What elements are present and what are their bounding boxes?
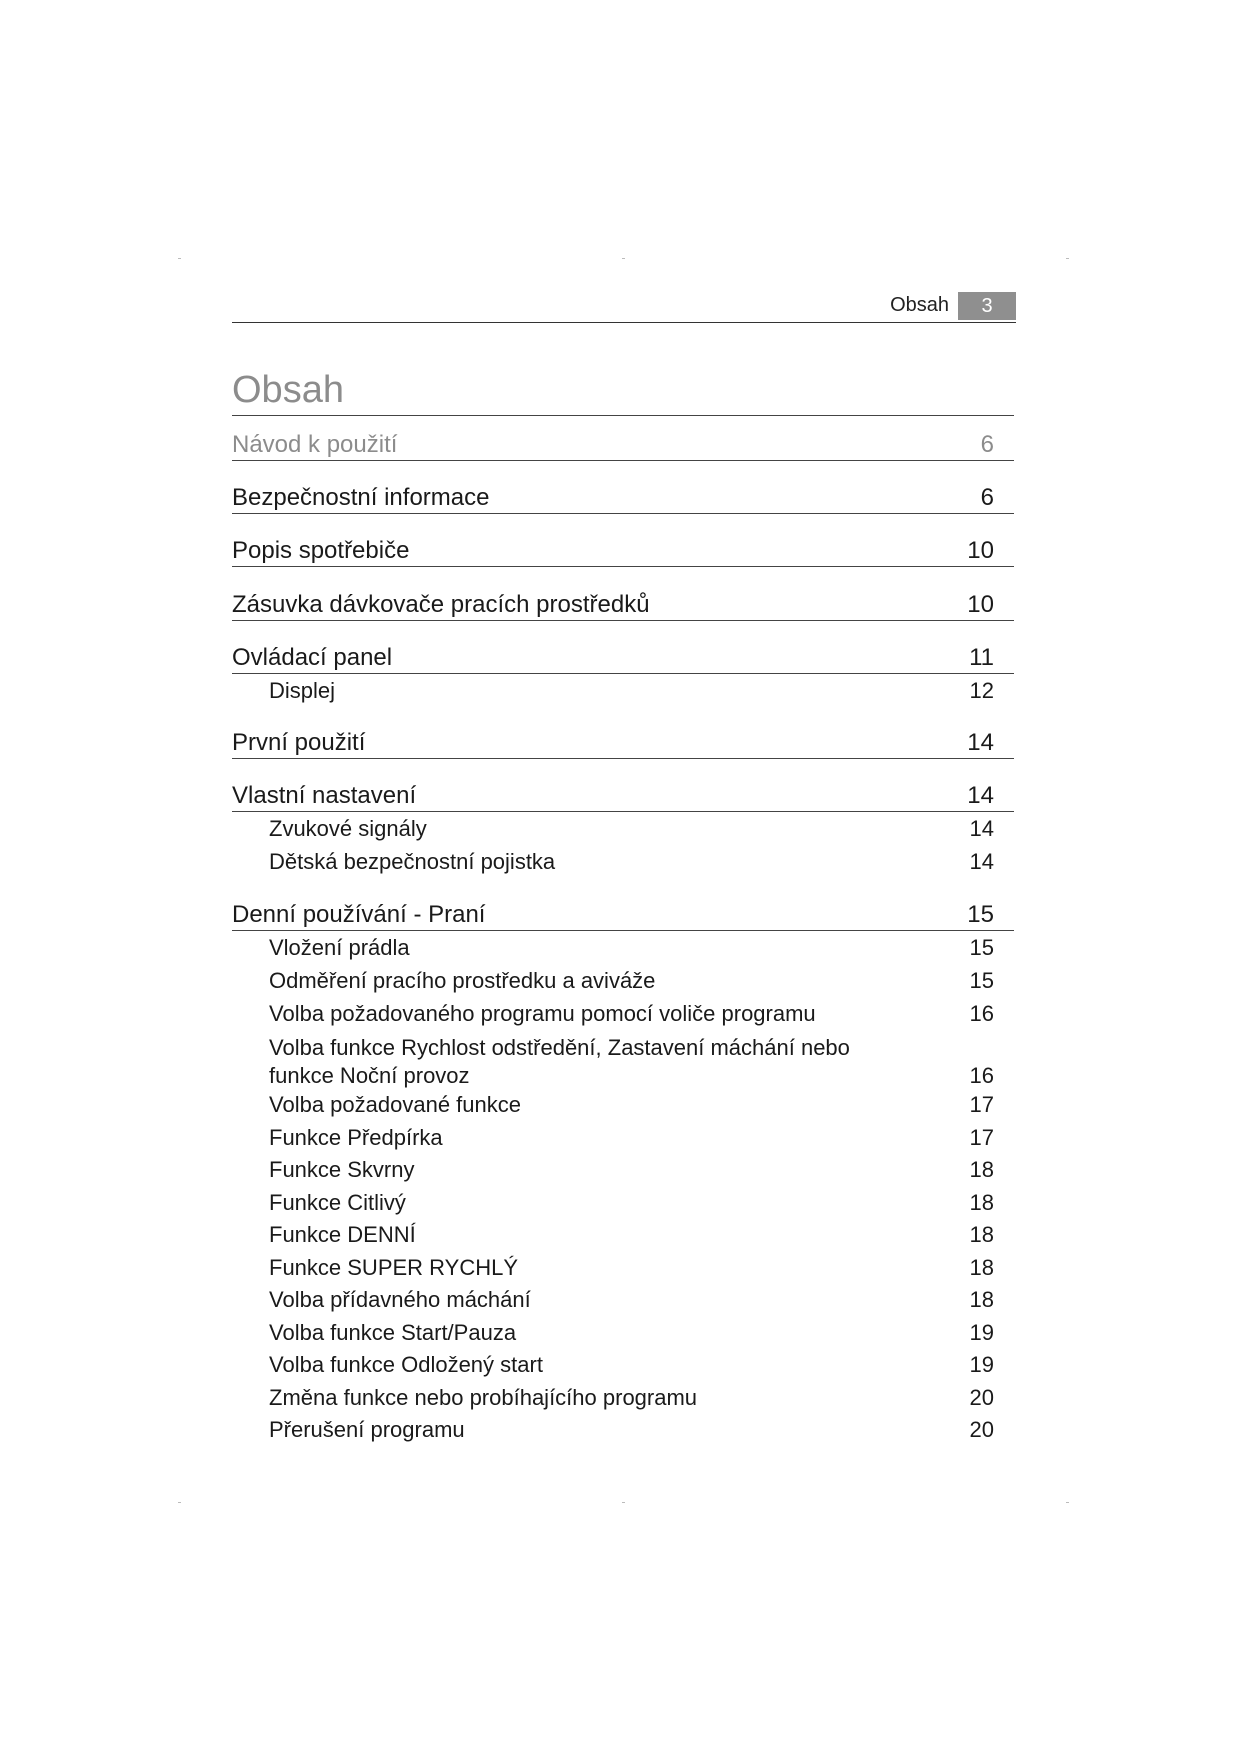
toc-entry-label: Volba požadované funkce — [269, 1092, 521, 1117]
toc-entry-page: 18 — [969, 1255, 994, 1280]
toc-entry-bezpecnostni[interactable] — [232, 483, 1014, 514]
toc-subentry-citlivy[interactable] — [232, 1189, 1014, 1217]
toc-entry-page: 15 — [967, 901, 994, 928]
toc-entry-label: Volba požadovaného programu pomocí voliče programu — [269, 1001, 816, 1026]
toc-entry-page: 14 — [969, 849, 994, 874]
toc-subentry-displej[interactable] — [232, 677, 1014, 705]
toc-entry-page: 15 — [969, 968, 994, 993]
toc-entry-label: Funkce DENNÍ — [269, 1222, 416, 1247]
toc-entry-vlastni[interactable] — [232, 781, 1014, 812]
toc-subentry-odmereni[interactable] — [232, 967, 1014, 995]
toc-entry-label: Popis spotřebiče — [232, 537, 410, 564]
toc-entry-label: Displej — [269, 678, 336, 703]
toc-entry-label: Bezpečnostní informace — [232, 484, 490, 511]
toc-entry-page: 16 — [969, 1063, 994, 1088]
toc-subentry-detska[interactable] — [232, 848, 1014, 876]
toc-entry-page: 20 — [969, 1385, 994, 1410]
toc-entry-label: Funkce SUPER RYCHLÝ — [269, 1255, 519, 1280]
toc-entry-label: Návod k použití — [232, 431, 398, 458]
toc-entry-page: 19 — [969, 1352, 994, 1377]
toc-entry-label: Zvukové signály — [269, 816, 427, 841]
toc-entry-ovladaci[interactable] — [232, 643, 1014, 674]
toc-entry-label: Odměření pracího prostředku a aviváže — [269, 968, 656, 993]
toc-entry-page: 10 — [967, 591, 994, 618]
toc-entry-label: Volba přídavného máchání — [269, 1287, 531, 1312]
header-page-number: 3 — [958, 292, 1016, 320]
crop-mark — [1066, 1502, 1069, 1503]
toc-subentry-skvrny[interactable] — [232, 1156, 1014, 1184]
toc-entry-label: Funkce Skvrny — [269, 1157, 415, 1182]
toc-subentry-volba-programu[interactable] — [232, 1000, 1014, 1028]
crop-mark — [622, 1502, 625, 1503]
toc-entry-prvni[interactable] — [232, 728, 1014, 759]
toc-entry-page: 10 — [967, 537, 994, 564]
toc-entry-page: 17 — [969, 1125, 994, 1150]
toc-entry-page: 11 — [969, 644, 994, 671]
toc-entry-label: První použití — [232, 729, 366, 756]
toc-entry-page: 18 — [969, 1157, 994, 1182]
toc-page — [232, 0, 1016, 1754]
toc-entry-label: Dětská bezpečnostní pojistka — [269, 849, 556, 874]
toc-entry-page: 14 — [967, 729, 994, 756]
toc-entry-label: Změna funkce nebo probíhajícího programu — [269, 1385, 698, 1410]
toc-entry-page: 18 — [969, 1190, 994, 1215]
toc-entry-label: Vlastní nastavení — [232, 782, 417, 809]
toc-entry-denni[interactable] — [232, 900, 1014, 931]
toc-subentry-predpirka[interactable] — [232, 1124, 1014, 1152]
toc-entry-page: 14 — [967, 782, 994, 809]
page-title: Obsah — [232, 365, 1014, 416]
toc-subentry-volba-funkce[interactable] — [232, 1091, 1014, 1119]
toc-entry-page: 20 — [969, 1417, 994, 1442]
toc-subentry-start-pauza[interactable] — [232, 1319, 1014, 1347]
toc-subentry-pridavne[interactable] — [232, 1286, 1014, 1314]
toc-entry-label: Volba funkce Rychlost odstředění, Zastavení máchání nebo funkce Noční provoz — [269, 1035, 850, 1088]
toc-entry-label: Funkce Předpírka — [269, 1125, 443, 1150]
crop-mark — [622, 258, 625, 259]
toc-subentry-odlozeny[interactable] — [232, 1351, 1014, 1379]
toc-entry-page: 16 — [969, 1001, 994, 1026]
toc-subentry-zvukove[interactable] — [232, 815, 1014, 843]
toc-entry-label: Přerušení programu — [269, 1417, 465, 1442]
crop-mark — [1066, 258, 1069, 259]
toc-subentry-preruseni[interactable] — [232, 1416, 1014, 1444]
toc-entry-page: 17 — [969, 1092, 994, 1117]
crop-mark — [178, 1502, 181, 1503]
toc-entry-label: Denní používání - Praní — [232, 901, 486, 928]
toc-entry-page: 18 — [969, 1222, 994, 1247]
toc-subentry-vlozeni[interactable] — [232, 934, 1014, 962]
toc-subentry-super-rychly[interactable] — [232, 1254, 1014, 1282]
toc-entry-navod[interactable] — [232, 430, 1014, 461]
toc-entry-popis[interactable] — [232, 536, 1014, 567]
toc-entry-page: 6 — [980, 484, 994, 511]
toc-entry-page: 12 — [969, 678, 994, 703]
toc-subentry-zmena[interactable] — [232, 1384, 1014, 1412]
toc-entry-label: Ovládací panel — [232, 644, 393, 671]
toc-entry-page: 19 — [969, 1320, 994, 1345]
toc-entry-label: Vložení prádla — [269, 935, 410, 960]
running-header — [232, 290, 1016, 323]
toc-entry-page: 15 — [969, 935, 994, 960]
toc-subentry-denni-funkce[interactable] — [232, 1221, 1014, 1249]
toc-entry-page: 6 — [980, 431, 994, 458]
toc-entry-label: Volba funkce Odložený start — [269, 1352, 543, 1377]
toc-entry-page: 18 — [969, 1287, 994, 1312]
crop-mark — [178, 258, 181, 259]
toc-entry-label: Volba funkce Start/Pauza — [269, 1320, 517, 1345]
toc-entry-label: Funkce Citlivý — [269, 1190, 406, 1215]
toc-entry-label: Zásuvka dávkovače pracích prostředků — [232, 591, 650, 618]
header-section-name: Obsah — [890, 294, 949, 316]
toc-subentry-rychlost[interactable] — [232, 1034, 1014, 1090]
toc-entry-zasuvka[interactable] — [232, 590, 1014, 621]
toc-entry-page: 14 — [969, 816, 994, 841]
